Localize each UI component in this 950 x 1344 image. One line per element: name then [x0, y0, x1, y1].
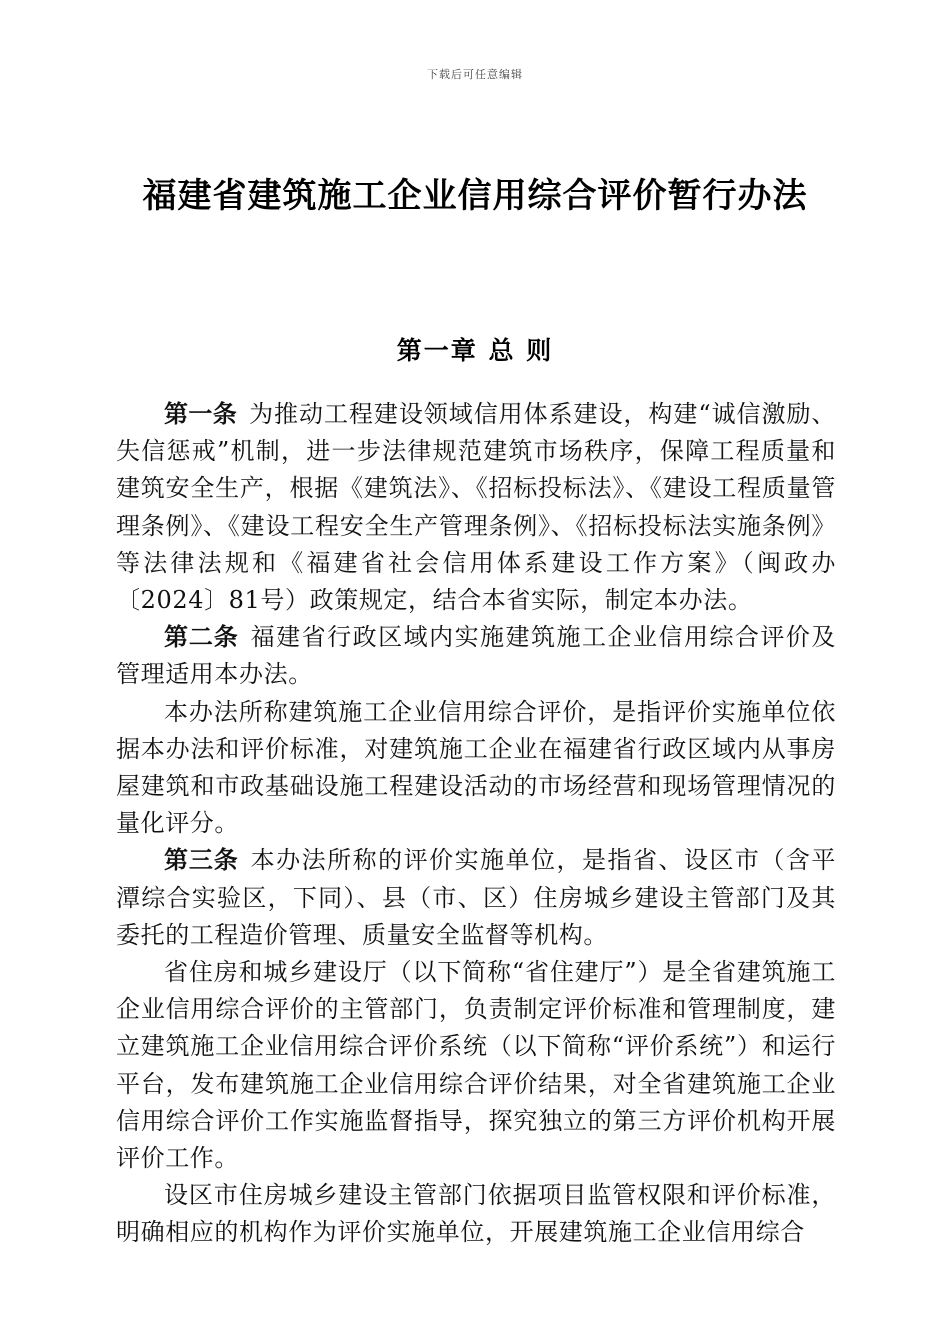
paragraph-text: 省住房和城乡建设厅（以下简称“省住建厅”）是全省建筑施工企业信用综合评价的主管部门，负责制定评价标准和管理制度，建立建筑施工企业信用综合评价系统（以下简称“评价系统”）和运行平台，发布建筑施工企业信用综合评价结果，对全省建筑施工企业信用综合评价工作实施监督指导，探究独立的第三方评价机构开展评价工作。: [116, 958, 836, 1173]
article-paragraph: [116, 842, 836, 954]
paragraph-text: 设区市住房城乡建设主管部门依据项目监管权限和评价标准，明确相应的机构作为评价实施单位，开展建筑施工企业信用综合: [116, 1181, 836, 1247]
article-paragraph: [116, 396, 836, 619]
document-body: [116, 396, 836, 1252]
article-label: 第三条: [164, 846, 239, 875]
paragraph-text: 福建省行政区域内实施建筑施工企业信用综合评价及管理适用本办法。: [116, 623, 836, 689]
paragraph-text: 本办法所称的评价实施单位，是指省、设区市（含平潭综合实验区，下同）、县（市、区）住房城乡建设主管部门及其委托的工程造价管理、质量安全监督等机构。: [116, 846, 836, 949]
article-label: 第二条: [164, 623, 239, 652]
body-paragraph: [116, 694, 836, 843]
page-header-note: 下载后可任意编辑: [427, 68, 523, 81]
article-paragraph: [116, 619, 836, 693]
document-title: 福建省建筑施工企业信用综合评价暂行办法: [142, 176, 808, 216]
body-paragraph: [116, 1177, 836, 1251]
body-paragraph: [116, 954, 836, 1177]
paragraph-text: 为推动工程建设领域信用体系建设，构建“诚信激励、失信惩戒”机制，进一步法律规范建筑市场秩序，保障工程质量和建筑安全生产，根据《建筑法》、《招标投标法》、《建设工程质量管理条例》、《建设工程安全生产管理条例》、《招标投标法实施条例》等法律法规和《福建省社会信用体系建设工作方案》（闽政办〔2024〕81号）政策规定，结合本省实际，制定本办法。: [116, 400, 836, 615]
chapter-heading: 第一章 总 则: [396, 336, 554, 365]
article-label: 第一条: [164, 400, 238, 428]
paragraph-text: 本办法所称建筑施工企业信用综合评价，是指评价实施单位依据本办法和评价标准，对建筑施工企业在福建省行政区域内从事房屋建筑和市政基础设施工程建设活动的市场经营和现场管理情况的量化评分。: [116, 697, 836, 838]
